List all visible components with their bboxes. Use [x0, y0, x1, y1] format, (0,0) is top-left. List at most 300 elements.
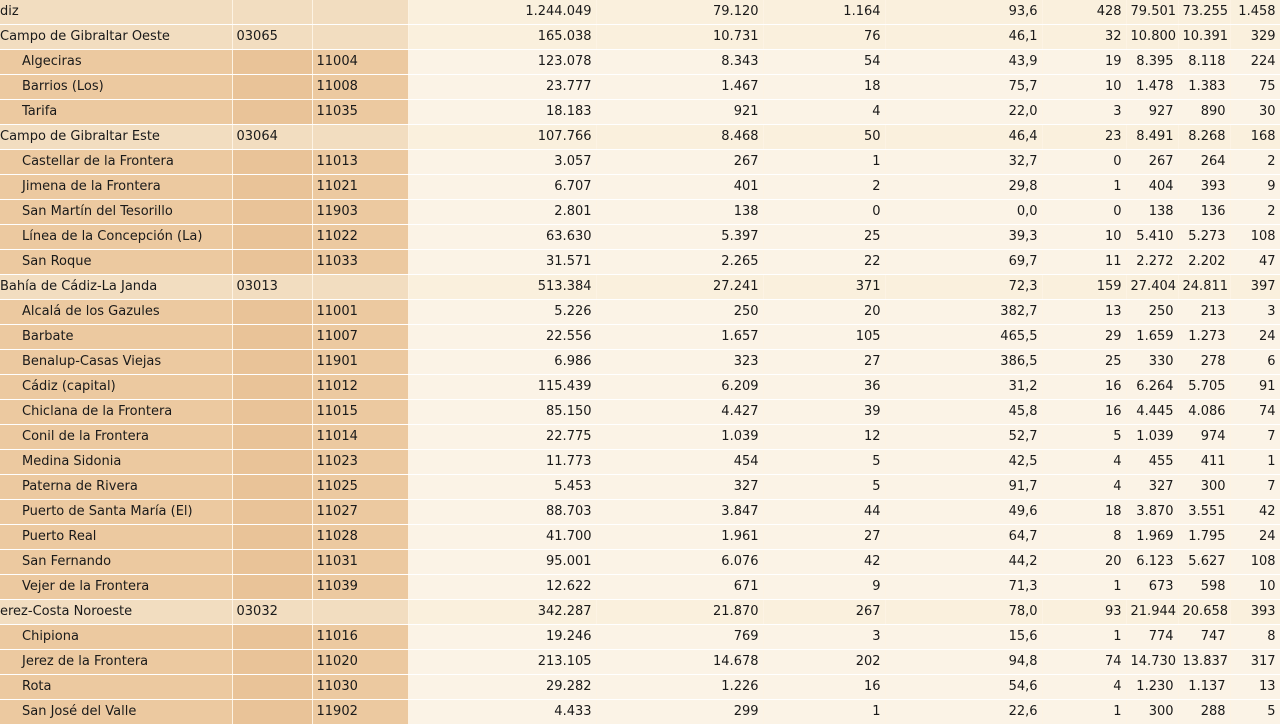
value-cell: 5 — [1042, 425, 1126, 450]
value-cell: 5.226 — [408, 300, 596, 325]
district-code-cell — [232, 550, 312, 575]
area-name-cell: Rota — [0, 675, 232, 700]
district-code-cell — [232, 475, 312, 500]
value-cell: 10.800 — [1126, 25, 1178, 50]
value-cell: 11 — [1042, 250, 1126, 275]
value-cell: 13.837 — [1178, 650, 1230, 675]
value-cell: 0,0 — [885, 200, 1042, 225]
value-cell: 108 — [1230, 225, 1280, 250]
municipality-row[interactable] — [0, 200, 1280, 225]
value-cell: 32,7 — [885, 150, 1042, 175]
municipality-code-cell: 11031 — [312, 550, 408, 575]
value-cell: 29.282 — [408, 675, 596, 700]
value-cell: 13 — [1230, 675, 1280, 700]
municipality-row[interactable] — [0, 375, 1280, 400]
value-cell: 267 — [763, 600, 885, 625]
value-cell: 24 — [1230, 325, 1280, 350]
value-cell: 46,1 — [885, 25, 1042, 50]
value-cell: 671 — [596, 575, 763, 600]
district-code-cell: 03013 — [232, 275, 312, 300]
value-cell: 299 — [596, 700, 763, 725]
district-row[interactable] — [0, 275, 1280, 300]
value-cell: 31,2 — [885, 375, 1042, 400]
value-cell: 6.707 — [408, 175, 596, 200]
area-name-cell: San Roque — [0, 250, 232, 275]
district-code-cell — [232, 300, 312, 325]
value-cell: 8 — [1230, 625, 1280, 650]
value-cell: 2.265 — [596, 250, 763, 275]
district-code-cell — [232, 200, 312, 225]
value-cell: 10.391 — [1178, 25, 1230, 50]
value-cell: 21.944 — [1126, 600, 1178, 625]
value-cell: 27 — [763, 350, 885, 375]
value-cell: 2 — [1230, 200, 1280, 225]
value-cell: 774 — [1126, 625, 1178, 650]
area-name-cell: Barrios (Los) — [0, 75, 232, 100]
value-cell: 327 — [596, 475, 763, 500]
value-cell: 6 — [1230, 350, 1280, 375]
value-cell: 42 — [1230, 500, 1280, 525]
value-cell: 213.105 — [408, 650, 596, 675]
value-cell: 6.264 — [1126, 375, 1178, 400]
value-cell: 1 — [763, 150, 885, 175]
area-name-cell: Bahía de Cádiz-La Janda — [0, 275, 232, 300]
value-cell: 2.801 — [408, 200, 596, 225]
area-name-cell: Chiclana de la Frontera — [0, 400, 232, 425]
value-cell: 1 — [1042, 175, 1126, 200]
municipality-code-cell: 11013 — [312, 150, 408, 175]
value-cell: 14.678 — [596, 650, 763, 675]
municipality-code-cell: 11030 — [312, 675, 408, 700]
area-name-cell: Alcalá de los Gazules — [0, 300, 232, 325]
value-cell: 23.777 — [408, 75, 596, 100]
value-cell: 36 — [763, 375, 885, 400]
area-name-cell: Conil de la Frontera — [0, 425, 232, 450]
value-cell: 27.404 — [1126, 275, 1178, 300]
municipality-code-cell: 11903 — [312, 200, 408, 225]
value-cell: 94,8 — [885, 650, 1042, 675]
value-cell: 300 — [1126, 700, 1178, 725]
value-cell: 27 — [763, 525, 885, 550]
value-cell: 25 — [763, 225, 885, 250]
area-name-cell: Jerez de la Frontera — [0, 650, 232, 675]
value-cell: 64,7 — [885, 525, 1042, 550]
value-cell: 1.230 — [1126, 675, 1178, 700]
value-cell: 8 — [1042, 525, 1126, 550]
district-code-cell — [232, 375, 312, 400]
value-cell: 39,3 — [885, 225, 1042, 250]
value-cell: 10 — [1230, 575, 1280, 600]
value-cell: 5.273 — [1178, 225, 1230, 250]
value-cell: 8.268 — [1178, 125, 1230, 150]
value-cell: 30 — [1230, 100, 1280, 125]
value-cell: 4.433 — [408, 700, 596, 725]
value-cell: 317 — [1230, 650, 1280, 675]
value-cell: 29,8 — [885, 175, 1042, 200]
value-cell: 79.120 — [596, 0, 763, 25]
value-cell: 123.078 — [408, 50, 596, 75]
value-cell: 73.255 — [1178, 0, 1230, 25]
value-cell: 673 — [1126, 575, 1178, 600]
value-cell: 24.811 — [1178, 275, 1230, 300]
value-cell: 224 — [1230, 50, 1280, 75]
value-cell: 18 — [1042, 500, 1126, 525]
value-cell: 88.703 — [408, 500, 596, 525]
municipality-code-cell: 11901 — [312, 350, 408, 375]
value-cell: 54,6 — [885, 675, 1042, 700]
municipality-row[interactable] — [0, 475, 1280, 500]
area-name-cell: Barbate — [0, 325, 232, 350]
value-cell: 25 — [1042, 350, 1126, 375]
value-cell: 454 — [596, 450, 763, 475]
value-cell: 6.076 — [596, 550, 763, 575]
value-cell: 598 — [1178, 575, 1230, 600]
value-cell: 4.427 — [596, 400, 763, 425]
value-cell: 1.244.049 — [408, 0, 596, 25]
value-cell: 393 — [1230, 600, 1280, 625]
value-cell: 2.202 — [1178, 250, 1230, 275]
municipality-code-cell — [312, 25, 408, 50]
value-cell: 1.795 — [1178, 525, 1230, 550]
area-name-cell: Vejer de la Frontera — [0, 575, 232, 600]
municipality-code-cell: 11028 — [312, 525, 408, 550]
value-cell: 288 — [1178, 700, 1230, 725]
value-cell: 401 — [596, 175, 763, 200]
value-cell: 15,6 — [885, 625, 1042, 650]
value-cell: 9 — [763, 575, 885, 600]
value-cell: 1.478 — [1126, 75, 1178, 100]
value-cell: 4 — [763, 100, 885, 125]
value-cell: 5.410 — [1126, 225, 1178, 250]
value-cell: 5 — [1230, 700, 1280, 725]
value-cell: 4 — [1042, 450, 1126, 475]
district-code-cell — [232, 0, 312, 25]
value-cell: 4 — [1042, 675, 1126, 700]
area-name-cell: Medina Sidonia — [0, 450, 232, 475]
municipality-code-cell: 11021 — [312, 175, 408, 200]
value-cell: 20 — [763, 300, 885, 325]
value-cell: 7 — [1230, 425, 1280, 450]
value-cell: 46,4 — [885, 125, 1042, 150]
value-cell: 267 — [596, 150, 763, 175]
area-name-cell: Campo de Gibraltar Este — [0, 125, 232, 150]
value-cell: 1 — [1042, 700, 1126, 725]
value-cell: 18.183 — [408, 100, 596, 125]
municipality-row[interactable] — [0, 75, 1280, 100]
value-cell: 769 — [596, 625, 763, 650]
value-cell: 465,5 — [885, 325, 1042, 350]
value-cell: 22 — [763, 250, 885, 275]
value-cell: 16 — [763, 675, 885, 700]
area-name-cell: erez-Costa Noroeste — [0, 600, 232, 625]
value-cell: 8.468 — [596, 125, 763, 150]
value-cell: 136 — [1178, 200, 1230, 225]
municipality-code-cell: 11025 — [312, 475, 408, 500]
municipality-code-cell: 11035 — [312, 100, 408, 125]
area-name-cell: Puerto de Santa María (El) — [0, 500, 232, 525]
value-cell: 300 — [1178, 475, 1230, 500]
value-cell: 12 — [763, 425, 885, 450]
value-cell: 8.118 — [1178, 50, 1230, 75]
value-cell: 6.209 — [596, 375, 763, 400]
value-cell: 386,5 — [885, 350, 1042, 375]
value-cell: 202 — [763, 650, 885, 675]
district-code-cell — [232, 225, 312, 250]
area-name-cell: Puerto Real — [0, 525, 232, 550]
value-cell: 927 — [1126, 100, 1178, 125]
value-cell: 1.383 — [1178, 75, 1230, 100]
district-code-cell — [232, 625, 312, 650]
value-cell: 91,7 — [885, 475, 1042, 500]
municipality-code-cell: 11014 — [312, 425, 408, 450]
district-code-cell — [232, 175, 312, 200]
value-cell: 39 — [763, 400, 885, 425]
value-cell: 1.659 — [1126, 325, 1178, 350]
municipality-code-cell: 11020 — [312, 650, 408, 675]
municipality-code-cell: 11033 — [312, 250, 408, 275]
area-name-cell: San Fernando — [0, 550, 232, 575]
value-cell: 3 — [1230, 300, 1280, 325]
value-cell: 16 — [1042, 375, 1126, 400]
municipality-row[interactable] — [0, 700, 1280, 725]
municipality-row[interactable] — [0, 250, 1280, 275]
district-code-cell — [232, 100, 312, 125]
municipality-row[interactable] — [0, 400, 1280, 425]
value-cell: 16 — [1042, 400, 1126, 425]
district-code-cell — [232, 525, 312, 550]
value-cell: 1.467 — [596, 75, 763, 100]
value-cell: 138 — [1126, 200, 1178, 225]
value-cell: 890 — [1178, 100, 1230, 125]
value-cell: 27.241 — [596, 275, 763, 300]
municipality-code-cell — [312, 275, 408, 300]
value-cell: 12.622 — [408, 575, 596, 600]
district-code-cell — [232, 250, 312, 275]
value-cell: 330 — [1126, 350, 1178, 375]
value-cell: 78,0 — [885, 600, 1042, 625]
district-row[interactable] — [0, 600, 1280, 625]
municipality-code-cell: 11022 — [312, 225, 408, 250]
value-cell: 5 — [763, 450, 885, 475]
municipality-row[interactable] — [0, 625, 1280, 650]
district-row[interactable] — [0, 25, 1280, 50]
value-cell: 93 — [1042, 600, 1126, 625]
municipality-row[interactable] — [0, 225, 1280, 250]
district-code-cell — [232, 500, 312, 525]
area-name-cell: Algeciras — [0, 50, 232, 75]
value-cell: 8.491 — [1126, 125, 1178, 150]
value-cell: 23 — [1042, 125, 1126, 150]
value-cell: 74 — [1230, 400, 1280, 425]
value-cell: 19 — [1042, 50, 1126, 75]
value-cell: 69,7 — [885, 250, 1042, 275]
municipality-row[interactable] — [0, 650, 1280, 675]
district-code-cell — [232, 450, 312, 475]
district-code-cell — [232, 675, 312, 700]
municipality-code-cell: 11008 — [312, 75, 408, 100]
value-cell: 513.384 — [408, 275, 596, 300]
value-cell: 455 — [1126, 450, 1178, 475]
value-cell: 1.226 — [596, 675, 763, 700]
district-row[interactable] — [0, 125, 1280, 150]
value-cell: 13 — [1042, 300, 1126, 325]
area-name-cell: Tarifa — [0, 100, 232, 125]
value-cell: 974 — [1178, 425, 1230, 450]
value-cell: 5.627 — [1178, 550, 1230, 575]
value-cell: 6.123 — [1126, 550, 1178, 575]
value-cell: 278 — [1178, 350, 1230, 375]
value-cell: 1 — [1042, 575, 1126, 600]
value-cell: 42,5 — [885, 450, 1042, 475]
district-code-cell — [232, 350, 312, 375]
municipality-row[interactable] — [0, 150, 1280, 175]
area-name-cell: Jimena de la Frontera — [0, 175, 232, 200]
value-cell: 3.057 — [408, 150, 596, 175]
district-code-cell: 03065 — [232, 25, 312, 50]
value-cell: 4.445 — [1126, 400, 1178, 425]
area-name-cell: Campo de Gibraltar Oeste — [0, 25, 232, 50]
district-code-cell — [232, 575, 312, 600]
municipality-code-cell — [312, 125, 408, 150]
municipality-row[interactable] — [0, 350, 1280, 375]
municipality-row[interactable] — [0, 100, 1280, 125]
municipality-row[interactable] — [0, 550, 1280, 575]
value-cell: 31.571 — [408, 250, 596, 275]
value-cell: 0 — [1042, 200, 1126, 225]
value-cell: 41.700 — [408, 525, 596, 550]
value-cell: 10 — [1042, 75, 1126, 100]
value-cell: 397 — [1230, 275, 1280, 300]
municipality-code-cell: 11902 — [312, 700, 408, 725]
value-cell: 43,9 — [885, 50, 1042, 75]
value-cell: 1.458 — [1230, 0, 1280, 25]
value-cell: 267 — [1126, 150, 1178, 175]
value-cell: 74 — [1042, 650, 1126, 675]
value-cell: 9 — [1230, 175, 1280, 200]
value-cell: 3.870 — [1126, 500, 1178, 525]
area-name-cell: Línea de la Concepción (La) — [0, 225, 232, 250]
value-cell: 45,8 — [885, 400, 1042, 425]
value-cell: 6.986 — [408, 350, 596, 375]
value-cell: 63.630 — [408, 225, 596, 250]
value-cell: 3.847 — [596, 500, 763, 525]
value-cell: 1.039 — [1126, 425, 1178, 450]
value-cell: 2.272 — [1126, 250, 1178, 275]
district-code-cell: 03032 — [232, 600, 312, 625]
value-cell: 42 — [763, 550, 885, 575]
value-cell: 3.551 — [1178, 500, 1230, 525]
municipality-code-cell: 11027 — [312, 500, 408, 525]
district-code-cell — [232, 150, 312, 175]
value-cell: 264 — [1178, 150, 1230, 175]
value-cell: 329 — [1230, 25, 1280, 50]
municipality-row[interactable] — [0, 525, 1280, 550]
municipality-row[interactable] — [0, 425, 1280, 450]
value-cell: 1.969 — [1126, 525, 1178, 550]
municipality-code-cell: 11039 — [312, 575, 408, 600]
value-cell: 5.397 — [596, 225, 763, 250]
value-cell: 44 — [763, 500, 885, 525]
municipality-code-cell: 11015 — [312, 400, 408, 425]
value-cell: 5 — [763, 475, 885, 500]
area-name-cell: San José del Valle — [0, 700, 232, 725]
value-cell: 19.246 — [408, 625, 596, 650]
value-cell: 85.150 — [408, 400, 596, 425]
municipality-row[interactable] — [0, 325, 1280, 350]
value-cell: 29 — [1042, 325, 1126, 350]
municipality-row[interactable] — [0, 500, 1280, 525]
value-cell: 20.658 — [1178, 600, 1230, 625]
province-row[interactable] — [0, 0, 1280, 25]
value-cell: 47 — [1230, 250, 1280, 275]
value-cell: 105 — [763, 325, 885, 350]
municipality-row[interactable] — [0, 50, 1280, 75]
area-name-cell: Paterna de Rivera — [0, 475, 232, 500]
value-cell: 22.775 — [408, 425, 596, 450]
value-cell: 4 — [1042, 475, 1126, 500]
value-cell: 1.039 — [596, 425, 763, 450]
municipality-code-cell: 11004 — [312, 50, 408, 75]
value-cell: 93,6 — [885, 0, 1042, 25]
value-cell: 747 — [1178, 625, 1230, 650]
municipality-row[interactable] — [0, 450, 1280, 475]
area-name-cell: diz — [0, 0, 232, 25]
value-cell: 0 — [763, 200, 885, 225]
value-cell: 8.395 — [1126, 50, 1178, 75]
value-cell: 250 — [1126, 300, 1178, 325]
municipality-row[interactable] — [0, 300, 1280, 325]
value-cell: 2 — [763, 175, 885, 200]
municipality-row[interactable] — [0, 175, 1280, 200]
district-code-cell — [232, 50, 312, 75]
value-cell: 91 — [1230, 375, 1280, 400]
municipality-code-cell: 11007 — [312, 325, 408, 350]
municipality-code-cell: 11023 — [312, 450, 408, 475]
value-cell: 21.870 — [596, 600, 763, 625]
value-cell: 3 — [763, 625, 885, 650]
value-cell: 1.137 — [1178, 675, 1230, 700]
area-name-cell: Chipiona — [0, 625, 232, 650]
municipality-row[interactable] — [0, 575, 1280, 600]
value-cell: 411 — [1178, 450, 1230, 475]
value-cell: 49,6 — [885, 500, 1042, 525]
value-cell: 22,6 — [885, 700, 1042, 725]
municipality-code-cell: 11012 — [312, 375, 408, 400]
municipality-row[interactable] — [0, 675, 1280, 700]
area-name-cell: San Martín del Tesorillo — [0, 200, 232, 225]
value-cell: 115.439 — [408, 375, 596, 400]
value-cell: 1 — [763, 700, 885, 725]
district-code-cell: 03064 — [232, 125, 312, 150]
value-cell: 79.501 — [1126, 0, 1178, 25]
value-cell: 11.773 — [408, 450, 596, 475]
district-code-cell — [232, 75, 312, 100]
value-cell: 5.705 — [1178, 375, 1230, 400]
value-cell: 3 — [1042, 100, 1126, 125]
district-code-cell — [232, 700, 312, 725]
value-cell: 72,3 — [885, 275, 1042, 300]
value-cell: 165.038 — [408, 25, 596, 50]
value-cell: 75 — [1230, 75, 1280, 100]
value-cell: 32 — [1042, 25, 1126, 50]
value-cell: 54 — [763, 50, 885, 75]
municipality-code-cell — [312, 0, 408, 25]
value-cell: 1.273 — [1178, 325, 1230, 350]
area-name-cell: Benalup-Casas Viejas — [0, 350, 232, 375]
value-cell: 1.657 — [596, 325, 763, 350]
value-cell: 71,3 — [885, 575, 1042, 600]
value-cell: 159 — [1042, 275, 1126, 300]
